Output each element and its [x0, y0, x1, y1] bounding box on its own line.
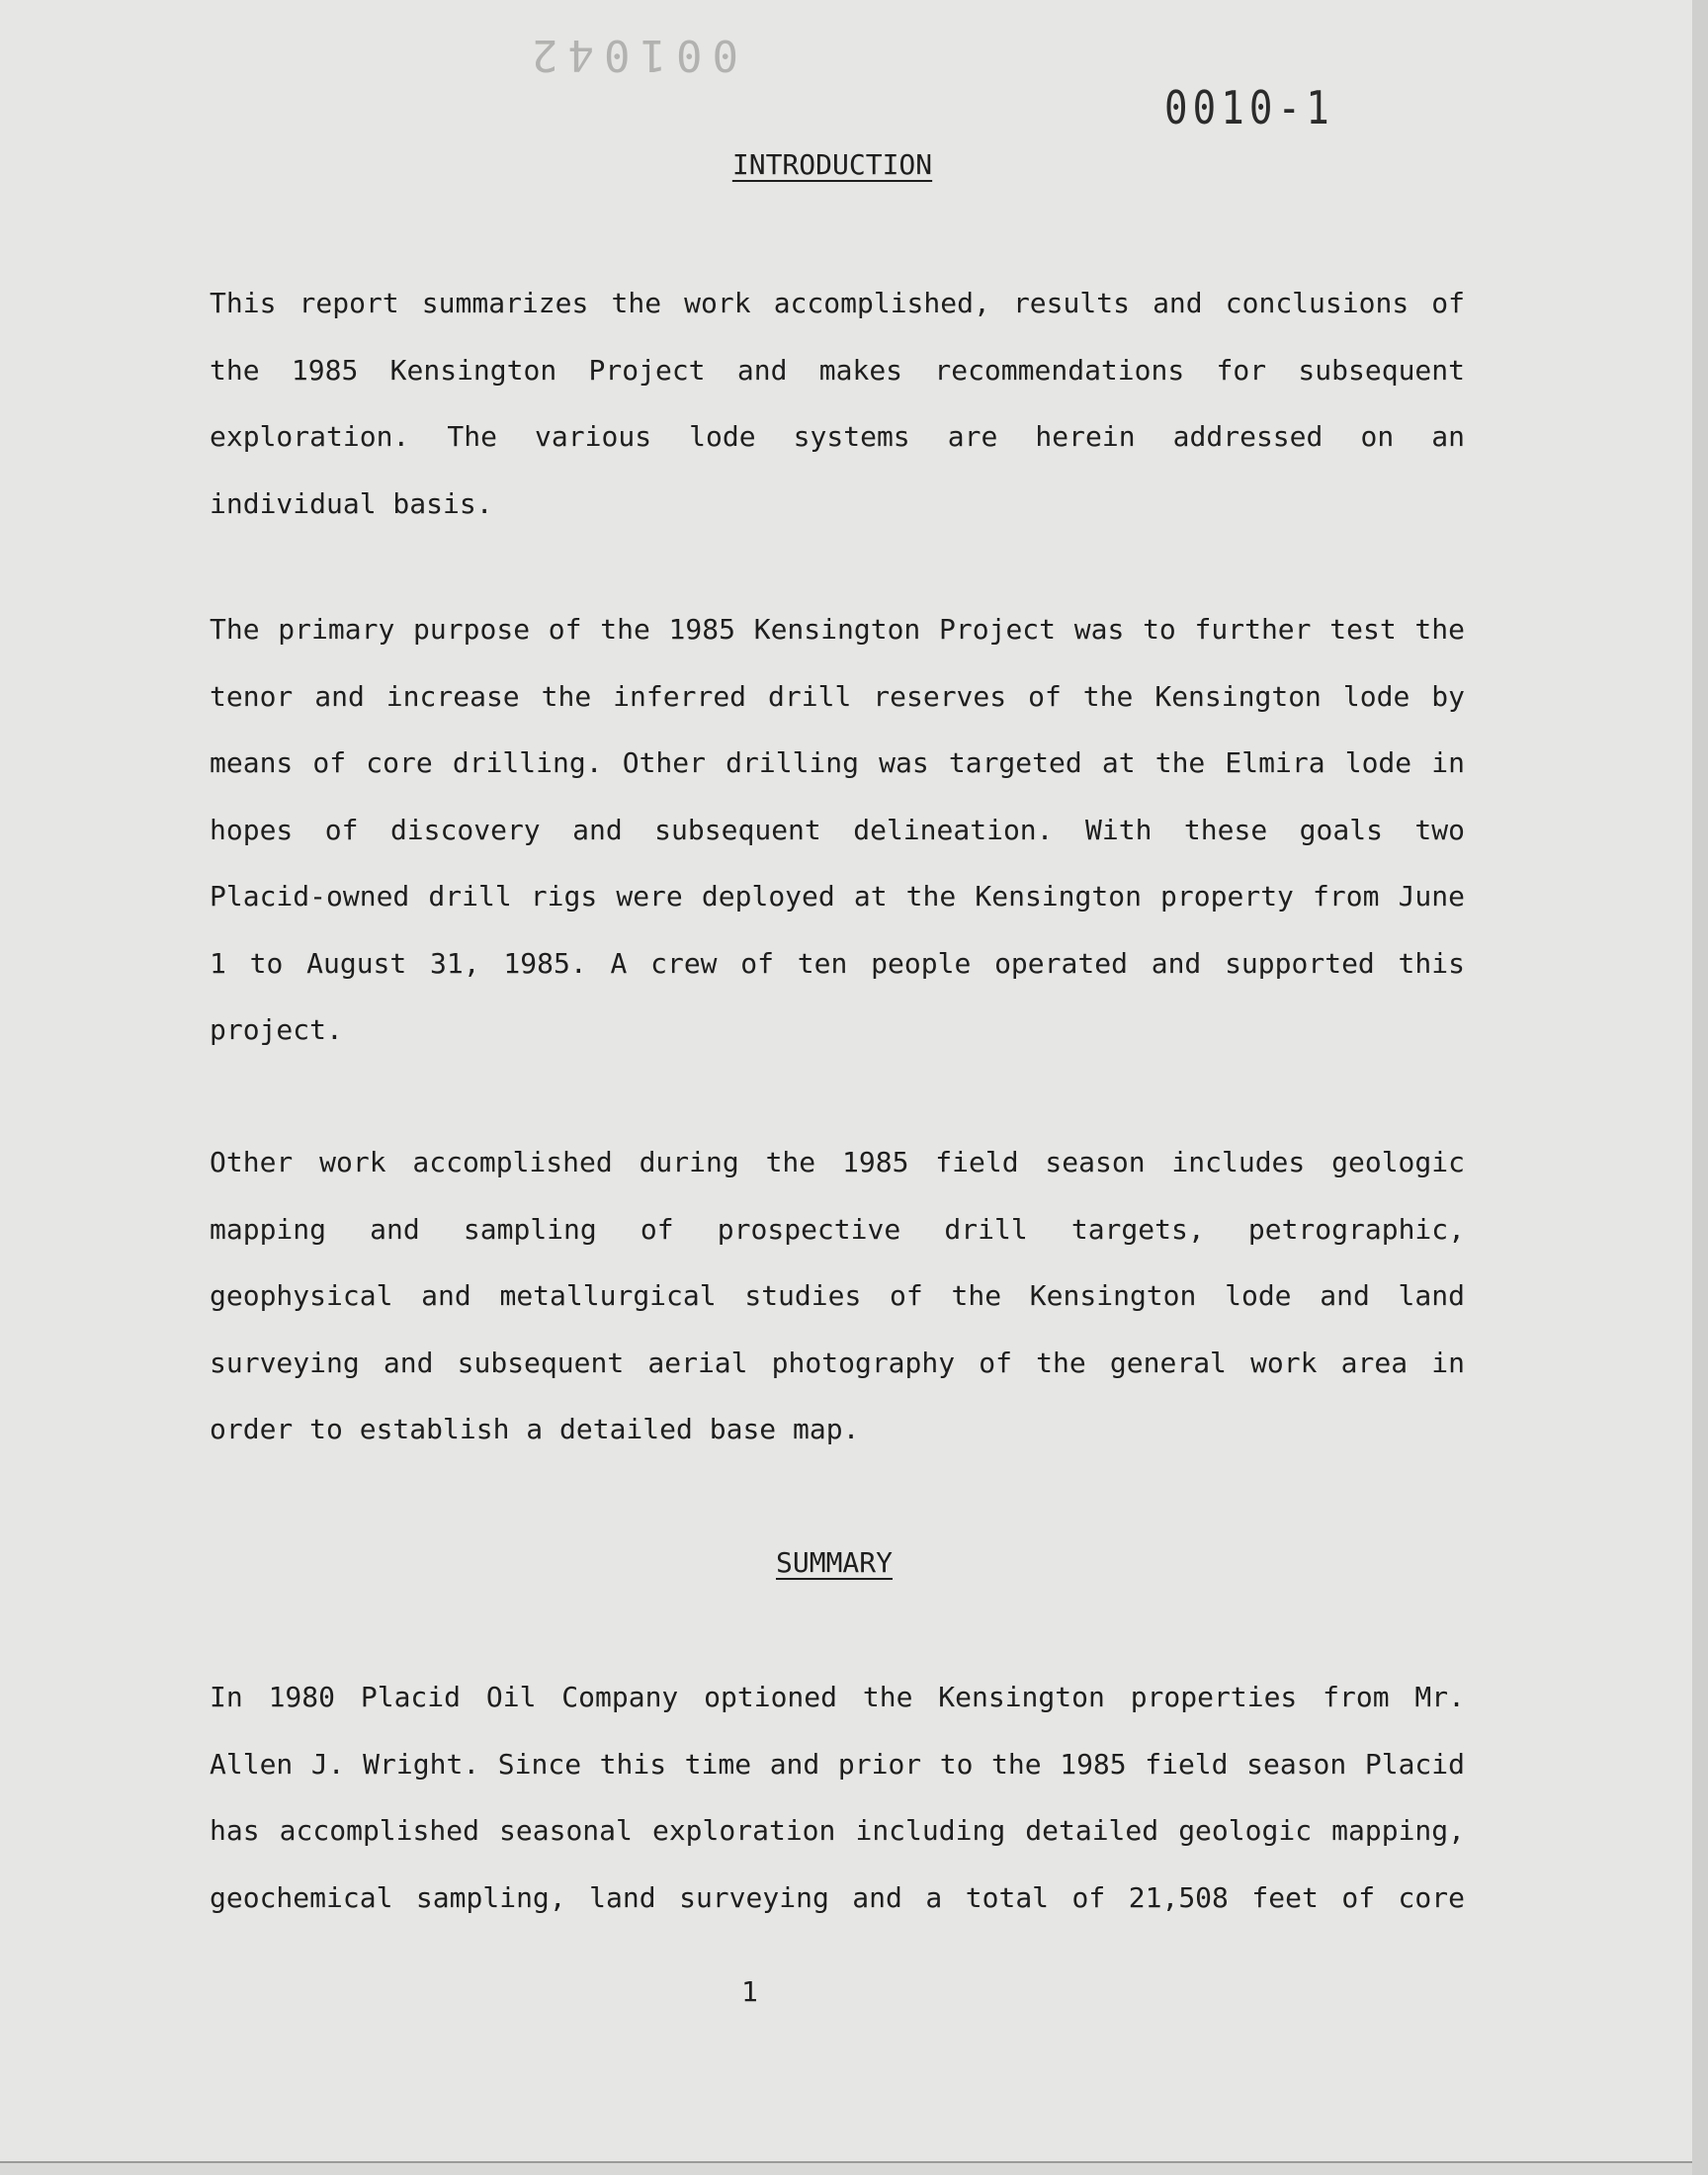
text-line: Other work accomplished during the 1985 field season includes geologic	[210, 1146, 1465, 1178]
text-line: hopes of discovery and subsequent delineation. With these goals two	[210, 813, 1465, 846]
text-line: geophysical and metallurgical studies of the Kensington lode and land	[210, 1279, 1465, 1312]
text-line: the 1985 Kensington Project and makes recommendations for subsequent	[210, 353, 1465, 387]
text-line: means of core drilling. Other drilling was targeted at the Elmira lode in	[210, 746, 1465, 779]
introduction-paragraph-1	[210, 270, 1465, 537]
text-line: mapping and sampling of prospective drill targets, petrographic,	[210, 1212, 1465, 1246]
page-stamp-number: 0010-1	[1164, 81, 1334, 134]
summary-heading: SUMMARY	[775, 1546, 894, 1579]
text-line: Allen J. Wright. Since this time and prior to the 1985 field season Placid	[210, 1747, 1465, 1781]
bleed-through-page-number: 001042	[522, 30, 738, 80]
page-right-edge-shadow	[1692, 0, 1708, 2175]
text-line: tenor and increase the inferred drill reserves of the Kensington lode by	[210, 679, 1465, 713]
text-line: In 1980 Placid Oil Company optioned the Kensington properties from Mr.	[210, 1681, 1465, 1713]
introduction-paragraph-3	[210, 1129, 1465, 1463]
page-bottom-edge	[0, 2161, 1692, 2163]
text-line: Placid-owned drill rigs were deployed at the Kensington property from June	[210, 880, 1465, 913]
text-line: geochemical sampling, land surveying and a total of 21,508 feet of core	[210, 1880, 1465, 1914]
text-line: has accomplished seasonal exploration including detailed geologic mapping,	[210, 1814, 1465, 1847]
introduction-paragraph-2	[210, 596, 1465, 1064]
page-number: 1	[741, 1975, 758, 2008]
introduction-heading: INTRODUCTION	[731, 148, 933, 181]
text-line: individual basis.	[210, 486, 493, 520]
text-line: project.	[210, 1013, 343, 1046]
text-line: surveying and subsequent aerial photography of the general work area in	[210, 1346, 1465, 1379]
text-line: 1 to August 31, 1985. A crew of ten people operated and supported this	[210, 946, 1465, 980]
text-line: order to establish a detailed base map.	[210, 1413, 860, 1445]
summary-paragraph-1	[210, 1664, 1465, 1931]
text-line: The primary purpose of the 1985 Kensington Project was to further test the	[210, 613, 1465, 646]
text-line: This report summarizes the work accomplished, results and conclusions of	[210, 287, 1465, 319]
text-line: exploration. The various lode systems are herein addressed on an	[210, 420, 1465, 453]
